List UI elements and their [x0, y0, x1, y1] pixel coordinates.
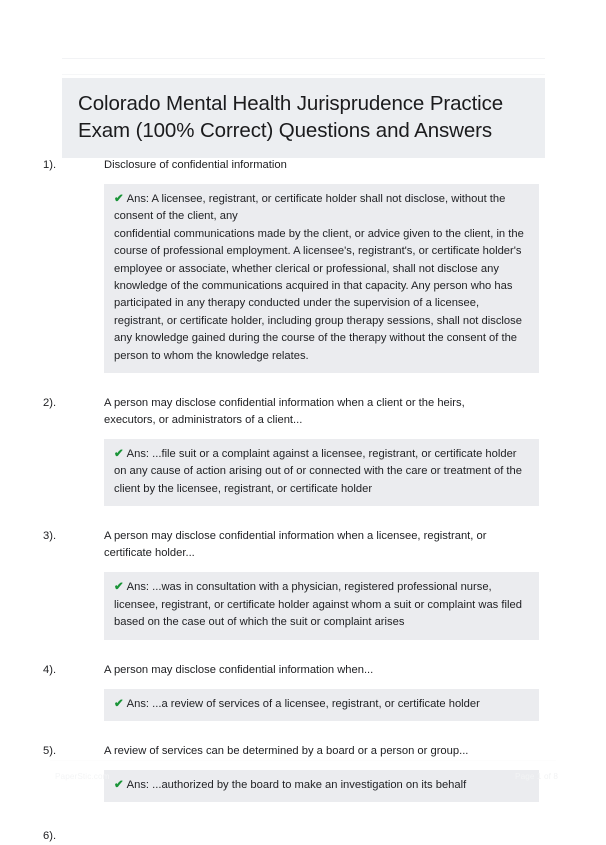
answer-box-1: [104, 184, 539, 373]
check-icon: ✔: [114, 697, 124, 710]
spacer: [0, 373, 606, 395]
answer-box-4: [104, 689, 539, 721]
answer-text-3: Ans: ...was in consultation with a physician, registered professional nurse, licensee, registrant, or certificate holder against whom a suit or complaint was filed based on the case out of which the suit or complaint arises: [114, 581, 522, 629]
footer-watermark: PaperStic.com: [55, 772, 110, 781]
question-number-4: 4).: [43, 663, 57, 676]
question-number-1: 1).: [43, 159, 57, 171]
question-number-5: 5).: [43, 744, 57, 757]
questions-list: [0, 157, 606, 844]
question-text-5: A review of services can be determined by a board or a person or group...: [104, 744, 469, 757]
answer-line: [114, 191, 529, 226]
question-row-6: [43, 828, 545, 844]
check-icon: ✔: [114, 193, 124, 205]
question-row-1: [43, 157, 545, 174]
spacer: [0, 802, 606, 828]
spacer: [0, 640, 606, 662]
question-number-3: 3).: [43, 530, 57, 543]
answer-text-1a: Ans: A licensee, registrant, or certificate holder shall not disclose, without the consent of the client, any: [114, 193, 506, 223]
question-number-6: 6).: [43, 830, 57, 843]
check-icon: ✔: [114, 448, 124, 461]
question-item-3: [0, 528, 606, 639]
page-title: Colorado Mental Health Jurisprudence Practice Exam (100% Correct) Questions and Answers: [62, 78, 545, 158]
answer-text-1b: confidential communications made by the client, or advice given to the client, in the course of professional employment. A licensee's, registrant's, or certificate holder's employee or associate, whether clerical or professional, shall not disclose any knowledge of the communications acquired in that capacity. Any person who has participated in any therapy conducted under the supervision of a licensee, registrant, or certificate holder, including group therapy sessions, shall not disclose any knowledge gained during the course of the therapy without the consent of the person to whom the knowledge relates.: [114, 227, 524, 362]
question-text-1: Disclosure of confidential information: [104, 159, 287, 171]
answer-box-3: [104, 572, 539, 639]
question-row-4: [43, 662, 545, 679]
answer-text-4: Ans: ...a review of services of a licensee, registrant, or certificate holder: [126, 697, 480, 710]
question-item-2: [0, 395, 606, 506]
question-text-2: A person may disclose confidential information when a client or the heirs, executors, or administrators of a client...: [104, 397, 465, 427]
page-footer: [0, 754, 606, 800]
answer-line: [114, 579, 529, 631]
question-item-6: [0, 828, 606, 844]
answer-line: [114, 446, 529, 498]
header-divider-bottom: [62, 74, 545, 75]
answer-line: [114, 696, 529, 713]
question-text-3: A person may disclose confidential information when a licensee, registrant, or certificate holder...: [104, 530, 487, 560]
header-divider-top: [62, 58, 545, 59]
answer-box-2: [104, 439, 539, 506]
page-number-label: Page 1 of 8: [515, 772, 558, 781]
spacer: [0, 506, 606, 528]
check-icon: ✔: [114, 778, 124, 791]
spacer: [0, 721, 606, 743]
answer-text-2: Ans: ...file suit or a complaint against a licensee, registrant, or certificate holder on any cause of action arising out of or connected with the care or treatment of the client by the licensee, registrant, or certificate holder: [114, 448, 522, 495]
question-item-4: [0, 662, 606, 721]
footer-divider: [50, 760, 556, 761]
question-row-2: [43, 395, 545, 429]
answer-text-5: Ans: ...authorized by the board to make an investigation on its behalf: [126, 778, 467, 791]
question-item-1: [0, 157, 606, 373]
check-icon: ✔: [114, 581, 124, 594]
question-text-4: A person may disclose confidential information when...: [104, 663, 374, 676]
question-number-2: 2).: [43, 397, 57, 410]
question-row-3: [43, 528, 545, 562]
